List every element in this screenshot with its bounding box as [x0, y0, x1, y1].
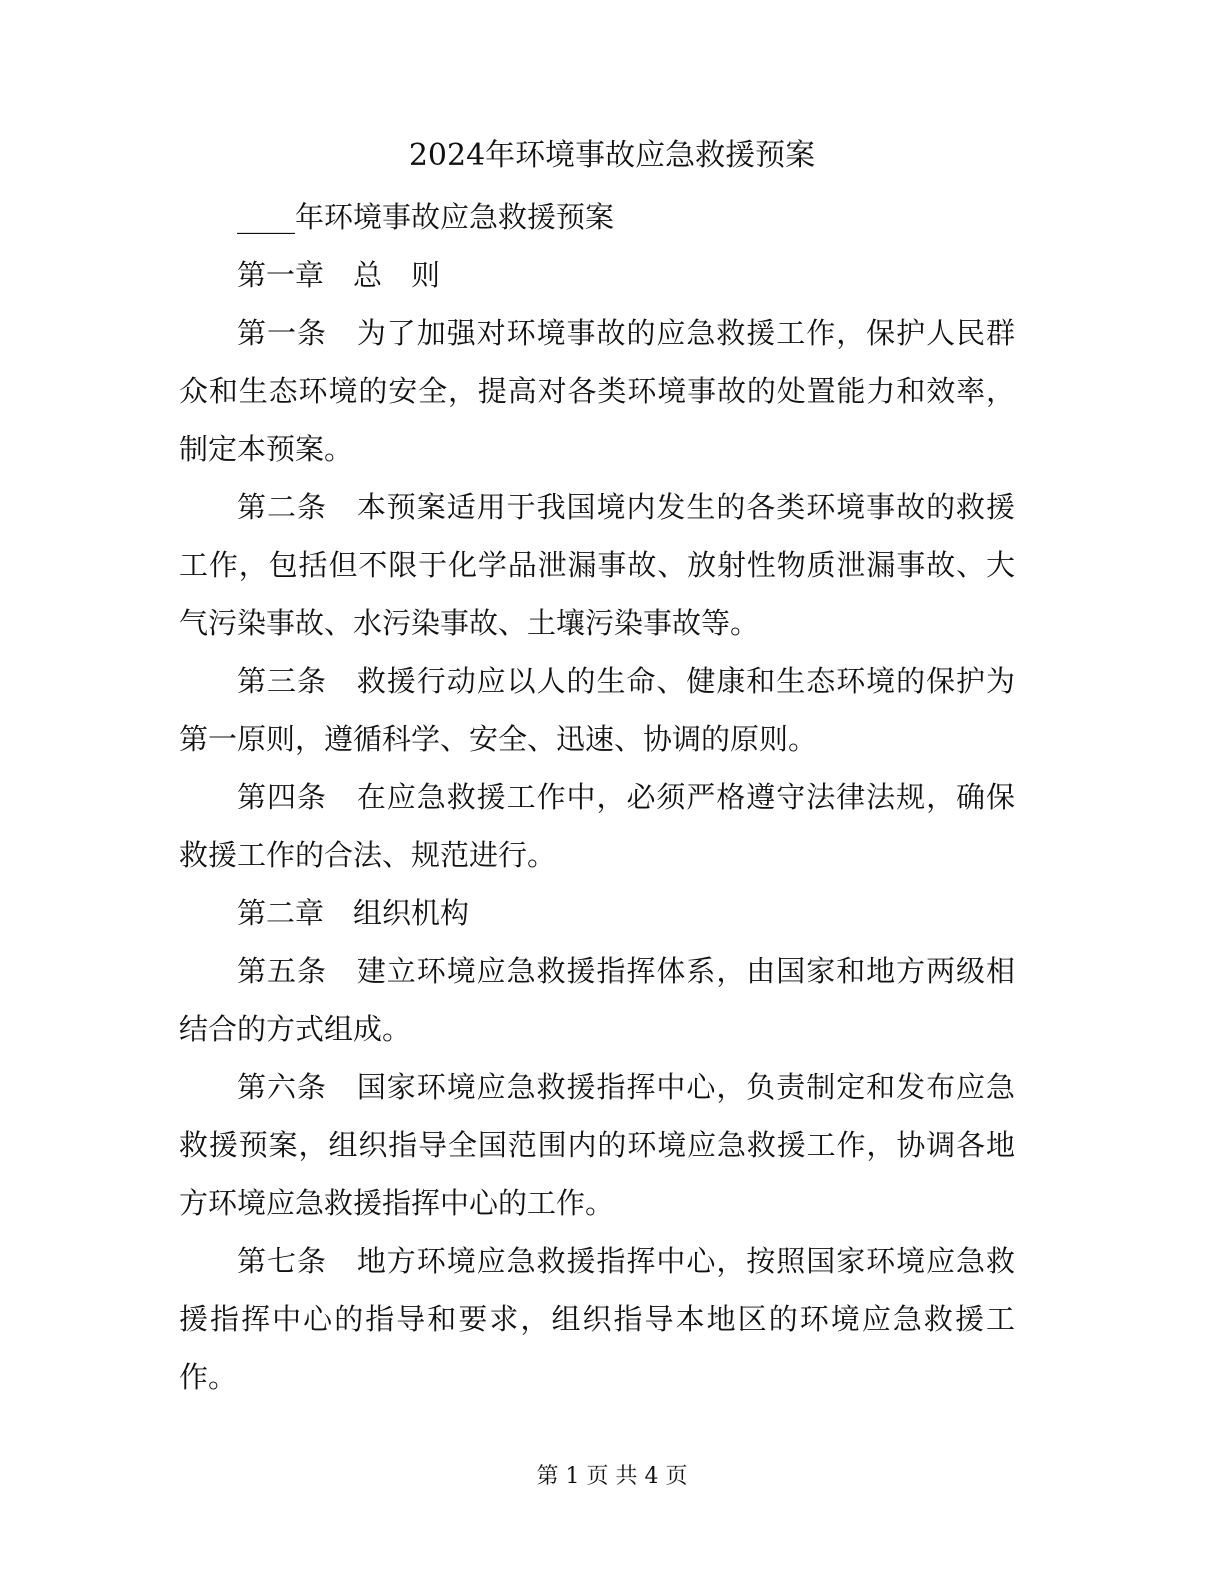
- article-3: 第三条 救援行动应以人的生命、健康和生态环境的保护为第一原则，遵循科学、安全、迅速、协调的原则。: [179, 664, 1015, 756]
- article-5: 第五条 建立环境应急救援指挥体系，由国家和地方两级相结合的方式组成。: [179, 954, 1015, 1046]
- document-body: [179, 188, 1015, 1406]
- chapter-1-heading: 第一章 总 则: [237, 258, 441, 292]
- page-footer: 第 1 页 共 4 页: [536, 1464, 688, 1489]
- subtitle-paragraph: ____年环境事故应急救援预案: [237, 200, 615, 234]
- article-6: 第六条 国家环境应急救援指挥中心，负责制定和发布应急救援预案，组织指导全国范围内的环境应急救援工作，协调各地方环境应急救援指挥中心的工作。: [179, 1070, 1015, 1220]
- document-title: 2024年环境事故应急救援预案: [408, 138, 816, 173]
- article-4: 第四条 在应急救援工作中，必须严格遵守法律法规，确保救援工作的合法、规范进行。: [179, 780, 1015, 872]
- chapter-2-heading: 第二章 组织机构: [237, 896, 470, 930]
- article-7: 第七条 地方环境应急救援指挥中心，按照国家环境应急救援指挥中心的指导和要求，组织指导本地区的环境应急救援工作。: [179, 1244, 1015, 1394]
- article-1: 第一条 为了加强对环境事故的应急救援工作，保护人民群众和生态环境的安全，提高对各类环境事故的处置能力和效率，制定本预案。: [179, 316, 1015, 466]
- article-2: 第二条 本预案适用于我国境内发生的各类环境事故的救援工作，包括但不限于化学品泄漏事故、放射性物质泄漏事故、大气污染事故、水污染事故、土壤污染事故等。: [179, 490, 1015, 640]
